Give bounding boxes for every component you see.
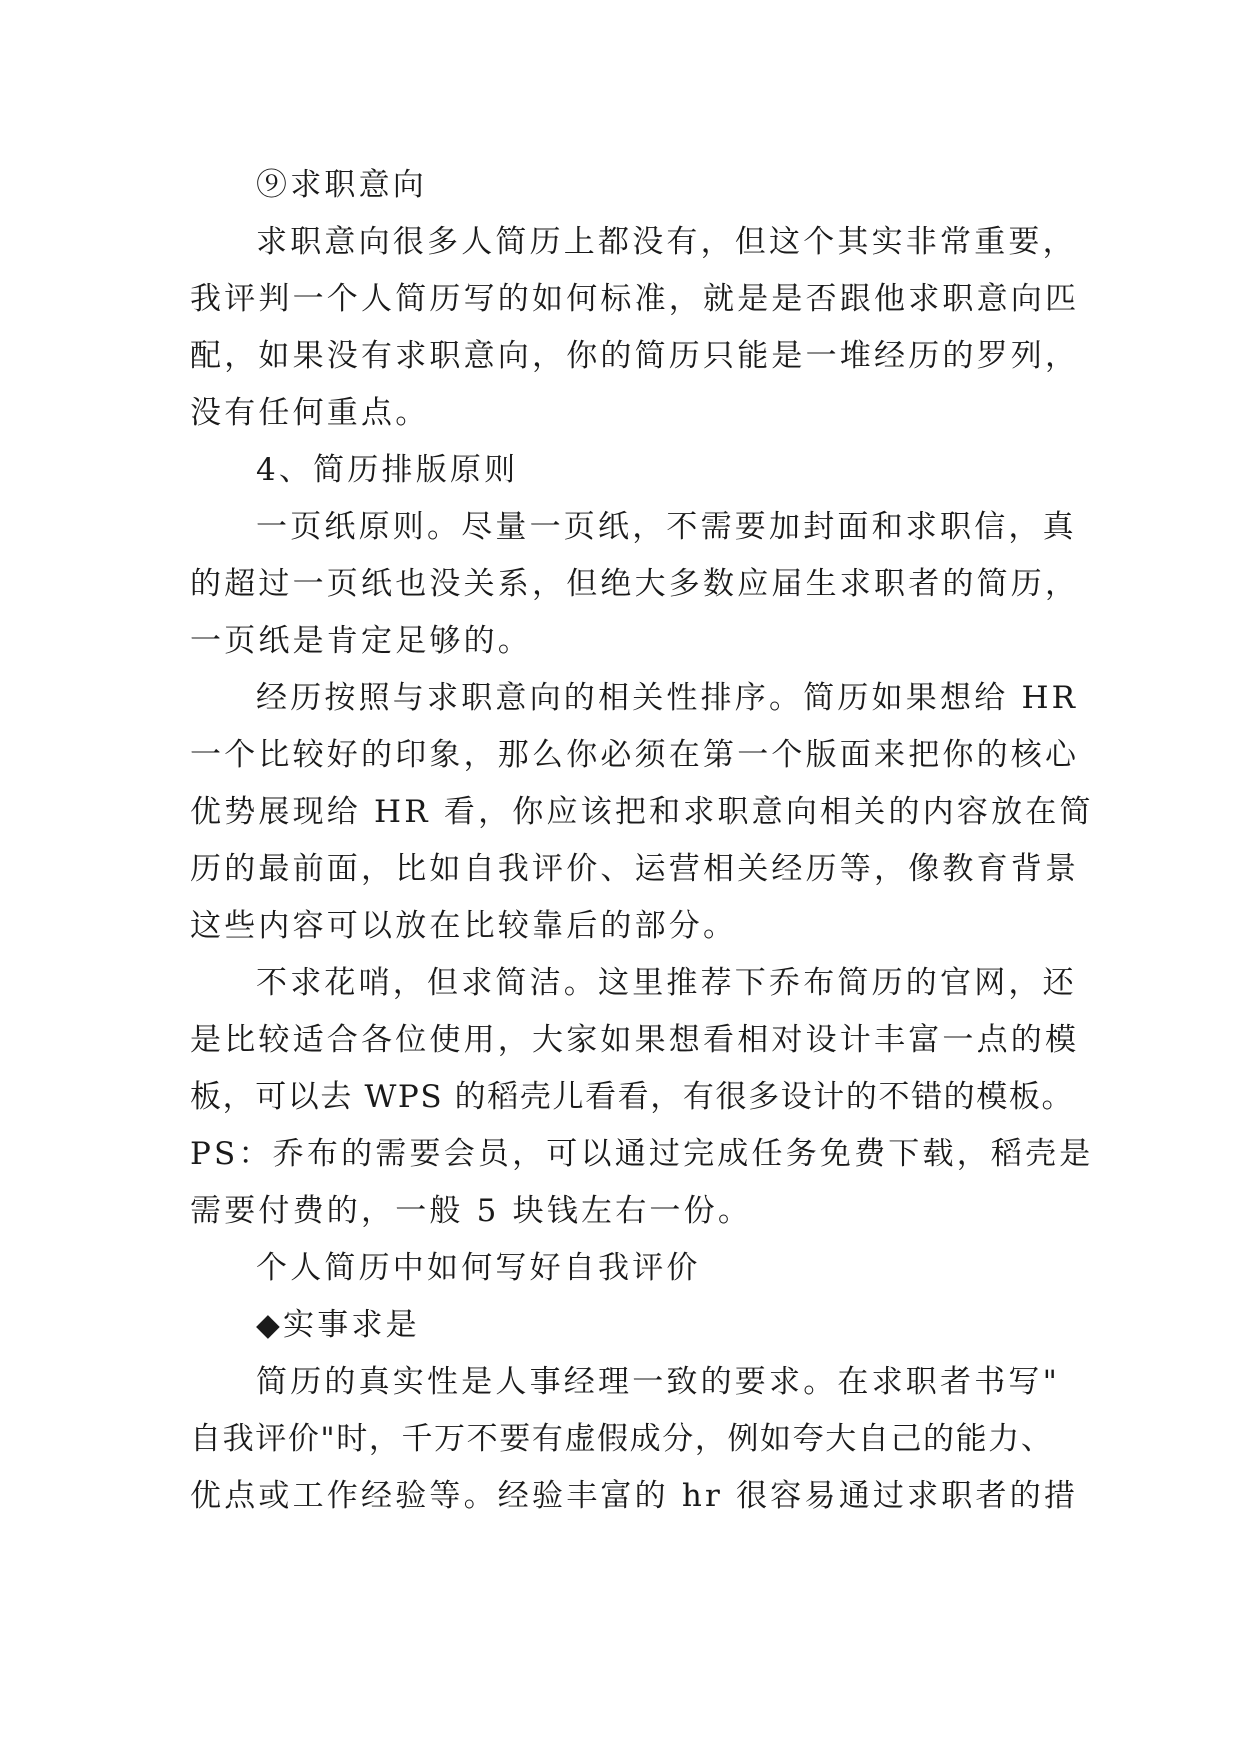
paragraph-line: 需要付费的，一般 5 块钱左右一份。	[190, 1193, 753, 1229]
paragraph-line: 这些内容可以放在比较靠后的部分。	[190, 908, 738, 944]
paragraph-line: 优势展现给 HR 看，你应该把和求职意向相关的内容放在简	[190, 794, 1094, 830]
paragraph-line: 简历的真实性是人事经理一致的要求。在求职者书写"	[256, 1364, 1061, 1400]
paragraph-line: 历的最前面，比如自我评价、运营相关经历等，像教育背景	[190, 851, 1080, 887]
paragraph-line: 求职意向很多人简历上都没有，但这个其实非常重要，	[256, 224, 1077, 260]
paragraph-line: 一页纸是肯定足够的。	[190, 623, 532, 659]
paragraph-line: 没有任何重点。	[190, 395, 430, 431]
paragraph-line: 优点或工作经验等。经验丰富的 hr 很容易通过求职者的措	[190, 1478, 1079, 1514]
section-heading-self-evaluation: 个人简历中如何写好自我评价	[256, 1250, 701, 1286]
paragraph-line: 我评判一个人简历写的如何标准，就是是否跟他求职意向匹	[190, 281, 1080, 317]
document-body	[190, 157, 1094, 1525]
paragraph-line: 的超过一页纸也没关系，但绝大多数应届生求职者的简历，	[190, 566, 1080, 602]
paragraph-line: 配，如果没有求职意向，你的简历只能是一堆经历的罗列，	[190, 338, 1080, 374]
paragraph-line: PS：乔布的需要会员，可以通过完成任务免费下载，稻壳是	[190, 1136, 1094, 1172]
bullet-heading-be-truthful: ◆实事求是	[256, 1307, 420, 1343]
paragraph-line: 自我评价"时，千万不要有虚假成分，例如夸大自己的能力、	[190, 1421, 1054, 1457]
paragraph-line: 一个比较好的印象，那么你必须在第一个版面来把你的核心	[190, 737, 1080, 773]
section-heading-job-intention: ⑨求职意向	[256, 167, 427, 203]
paragraph-line: 不求花哨，但求简洁。这里推荐下乔布简历的官网，还	[256, 965, 1077, 1001]
paragraph-line: 是比较适合各位使用，大家如果想看相对设计丰富一点的模	[190, 1022, 1080, 1058]
paragraph-line: 经历按照与求职意向的相关性排序。简历如果想给 HR	[256, 680, 1079, 716]
paragraph-line: 板，可以去 WPS 的稻壳儿看看，有很多设计的不错的模板。	[190, 1079, 1075, 1115]
section-heading-layout-principles: 4、简历排版原则	[256, 452, 519, 488]
paragraph-line: 一页纸原则。尽量一页纸，不需要加封面和求职信，真	[256, 509, 1077, 545]
